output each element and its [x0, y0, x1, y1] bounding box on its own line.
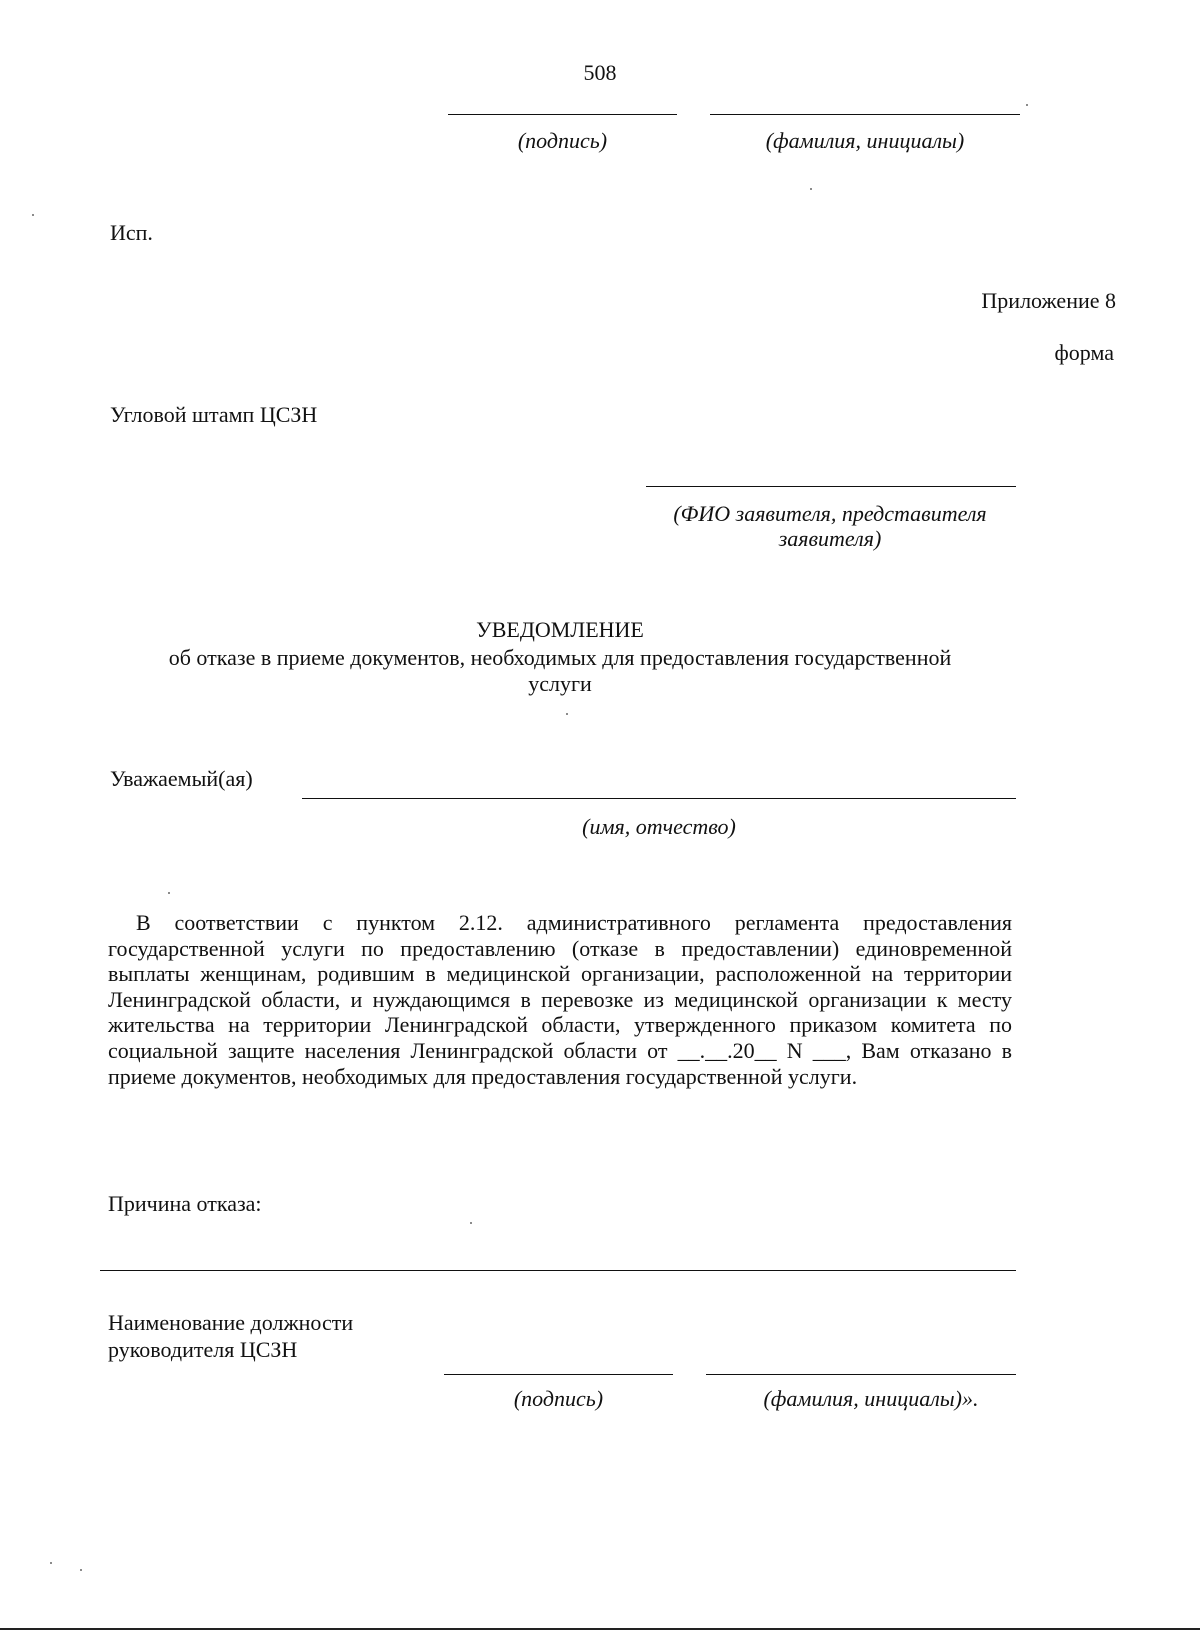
scan-speck: [168, 892, 170, 894]
corner-stamp-label: Угловой штамп ЦСЗН: [110, 402, 318, 427]
applicant-name-line: [646, 486, 1016, 487]
scan-speck: [80, 1569, 82, 1571]
body-paragraph: [108, 910, 1012, 1089]
executor-label: Исп.: [110, 220, 153, 245]
greeting-caption: (имя, отчество): [582, 814, 736, 839]
scan-speck: [566, 713, 568, 715]
head-position-line2: руководителя ЦСЗН: [108, 1337, 298, 1362]
scan-speck: [1026, 104, 1028, 106]
bottom-signature-line: [444, 1374, 673, 1375]
refusal-reason-line: [100, 1270, 1016, 1271]
refusal-reason-label: Причина отказа:: [108, 1191, 262, 1216]
form-label: форма: [1054, 340, 1114, 365]
scan-bottom-edge: [0, 1628, 1200, 1630]
page-number: 508: [583, 60, 617, 85]
scan-speck: [470, 1222, 472, 1224]
head-position-line1: Наименование должности: [108, 1310, 354, 1335]
bottom-name-line: [706, 1374, 1016, 1375]
bottom-signature-caption: (подпись): [513, 1386, 604, 1411]
notice-title: УВЕДОМЛЕНИЕ: [476, 617, 644, 642]
bottom-name-caption: (фамилия, инициалы)».: [763, 1386, 979, 1411]
body-paragraph-text: В соответствии с пунктом 2.12. административного регламента предоставления государственной услуги по предоставлению (отказе в предоставлении) единовременной выплаты женщинам, родившим в медицинской организации, расположенной на территории Ленинградской области, и нуждающимся в перевозке из медицинской организации к месту жительства на территории Ленинградской области, утвержденного приказом комитета по социальной защите населения Ленинградской области от __.__.20__ N ___, Вам отказано в приеме документов, необходимых для предоставления государственной услуги.: [108, 910, 1012, 1089]
applicant-caption-line1: (ФИО заявителя, представителя: [673, 501, 987, 526]
scan-speck: [50, 1562, 52, 1564]
appendix-label: Приложение 8: [981, 288, 1116, 313]
top-signature-line: [448, 114, 677, 115]
greeting-label: Уважаемый(ая): [110, 766, 253, 791]
top-signature-caption: (подпись): [517, 128, 608, 153]
scan-speck: [32, 214, 34, 216]
applicant-caption-line2: заявителя): [778, 526, 882, 551]
scan-speck: [810, 188, 812, 190]
notice-subtitle-line2: услуги: [528, 671, 592, 696]
notice-subtitle-line1: об отказе в приеме документов, необходимых для предоставления государственной: [168, 645, 952, 670]
greeting-name-line: [302, 798, 1016, 799]
top-name-caption: (фамилия, инициалы): [765, 128, 965, 153]
top-name-line: [710, 114, 1020, 115]
